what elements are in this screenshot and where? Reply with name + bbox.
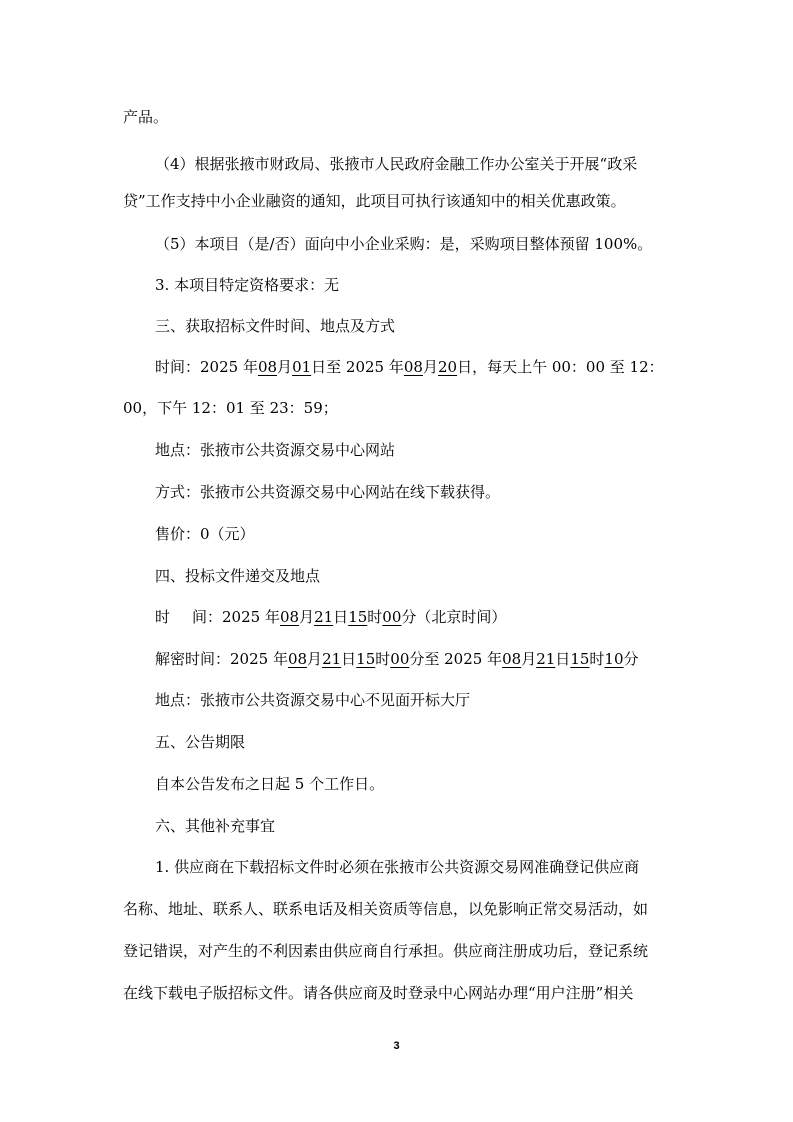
text: 月 (521, 650, 537, 668)
decrypt-time-line (155, 649, 639, 669)
underlined-value: 08 (502, 650, 522, 668)
text-line: 贷”工作支持中小企业融资的通知，此项目可执行该通知中的相关优惠政策。 (123, 192, 626, 210)
submit-time-line (155, 607, 506, 627)
text: 月 (277, 358, 293, 376)
text-line: 自本公告发布之日起 5 个工作日。 (155, 775, 385, 793)
text-line: 00，下午 12：01 至 23：59； (123, 399, 338, 417)
text: 时 (155, 608, 171, 626)
text: 时 (589, 650, 605, 668)
text-line: 地点：张掖市公共资源交易中心网站 (155, 441, 396, 459)
text: 日，每天上午 00：00 至 12： (457, 358, 664, 376)
underlined-value: 08 (287, 650, 308, 668)
underlined-value: 15 (348, 608, 368, 626)
underlined-value: 15 (570, 650, 590, 668)
text-line: （5）本项目（是/否）面向中小企业采购：是，采购项目整体预留 100%。 (155, 235, 653, 253)
text-line: 地点：张掖市公共资源交易中心不见面开标大厅 (155, 691, 471, 709)
underlined-value: 00 (382, 608, 402, 626)
underlined-value: 21 (536, 650, 556, 668)
text: 月 (422, 358, 438, 376)
text-line: 登记错误，对产生的不利因素由供应商自行承担。供应商注册成功后，登记系统 (123, 942, 649, 960)
text: 间：2025 年 (192, 608, 280, 626)
text: 时 (375, 650, 391, 668)
text: 日 (555, 650, 571, 668)
text-line: 售价：0（元） (155, 525, 255, 543)
text-line: 3. 本项目特定资格要求：无 (155, 276, 340, 294)
underlined-value: 21 (322, 650, 342, 668)
text-line: 在线下载电子版招标文件。请各供应商及时登录中心网站办理“用户注册”相关 (123, 984, 634, 1002)
time-line (155, 357, 664, 377)
text-line: 方式：张掖市公共资源交易中心网站在线下载获得。 (155, 483, 501, 501)
section-heading: 三、获取招标文件时间、地点及方式 (155, 317, 396, 335)
underlined-value: 20 (437, 358, 458, 376)
text: 解密时间：2025 年 (155, 650, 288, 668)
text-line: （4）根据张掖市财政局、张掖市人民政府金融工作办公室关于开展“政采 (155, 155, 638, 173)
text: 时间：2025 年 (155, 358, 258, 376)
text-line: 1. 供应商在下载招标文件时必须在张掖市公共资源交易网准确登记供应商 (155, 858, 640, 876)
text: 分至 2025 年 (409, 650, 503, 668)
text-line: 产品。 (123, 108, 169, 126)
underlined-value: 00 (390, 650, 410, 668)
section-heading: 四、投标文件递交及地点 (155, 567, 321, 585)
text: 日 (341, 650, 357, 668)
underlined-value: 15 (356, 650, 376, 668)
section-heading: 六、其他补充事宜 (155, 817, 276, 835)
underlined-value: 08 (257, 358, 278, 376)
text: 分（北京时间） (401, 608, 507, 626)
page-number: 3 (393, 1040, 400, 1052)
text: 时 (367, 608, 383, 626)
underlined-value: 08 (403, 358, 423, 376)
underlined-value: 01 (292, 358, 312, 376)
text: 月 (307, 650, 323, 668)
text: 日至 2025 年 (311, 358, 404, 376)
text-line: 名称、地址、联系人、联系电话及相关资质等信息，以免影响正常交易活动，如 (123, 900, 649, 918)
text: 月 (299, 608, 315, 626)
underlined-value: 21 (314, 608, 334, 626)
underlined-value: 08 (279, 608, 300, 626)
text: 分 (623, 650, 639, 668)
underlined-value: 10 (604, 650, 624, 668)
section-heading: 五、公告期限 (155, 733, 246, 751)
text: 日 (333, 608, 349, 626)
